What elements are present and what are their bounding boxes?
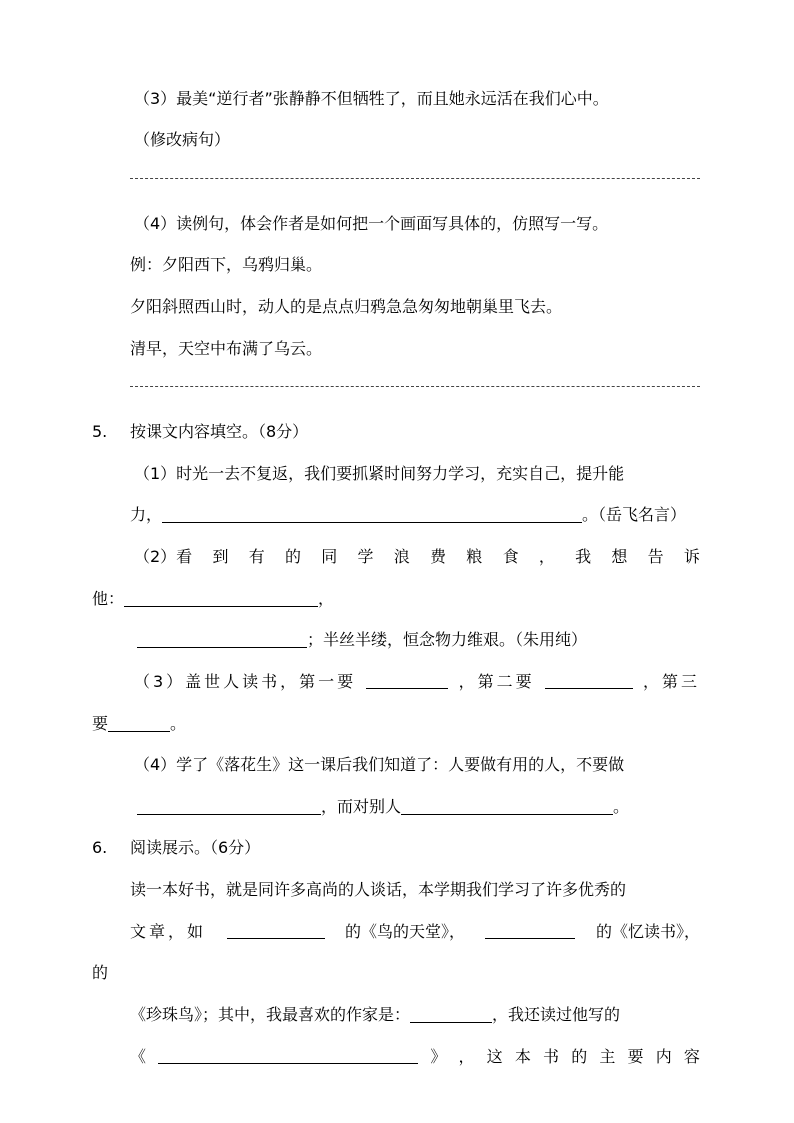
q5-2-line1 <box>134 547 700 569</box>
q5-2-char: 学 <box>357 547 374 566</box>
q5-4-line1: （4）学了《落花生》这一课后我们知道了：人要做有用的人，不要做 <box>134 755 625 774</box>
q6-blank-2[interactable] <box>485 922 575 939</box>
q6-title: 阅读展示。（6分） <box>130 838 261 857</box>
q5-2-char: 到 <box>212 547 229 566</box>
q5-2-char: 想 <box>611 547 628 566</box>
q5-number: 5. <box>92 422 108 441</box>
q5-4-blank-1[interactable] <box>137 798 321 815</box>
q6-line5-char: 主 <box>599 1047 616 1066</box>
q5-2-line2 <box>92 589 334 611</box>
q5-4-blank-2[interactable] <box>401 798 613 815</box>
q6-line5-char: ， <box>458 1047 475 1066</box>
q5-2-blank-b[interactable] <box>137 631 307 648</box>
q5-4-line2 <box>137 797 629 819</box>
q6-line5-char: 这 <box>486 1047 503 1066</box>
q6-line4-part2: ，我还读过他写的 <box>492 1005 621 1024</box>
q5-3-blank-2[interactable] <box>545 672 633 689</box>
q5-3-start: 要 <box>92 714 109 733</box>
q5-3-part2: ，第二要 <box>458 672 535 691</box>
q6-line5-char: 》 <box>430 1047 447 1066</box>
q5-2-line3 <box>137 630 587 652</box>
q6-line2-part1: 文章，如 <box>130 922 207 941</box>
q5-4-end: 。 <box>613 797 630 816</box>
q6-blank-1[interactable] <box>227 922 325 939</box>
q5-title: 按课文内容填空。（8分） <box>130 422 309 441</box>
q5-2-blank-a[interactable] <box>124 590 318 607</box>
q4-3-answer-line[interactable] <box>130 178 700 179</box>
q5-4-mid: ，而对别人 <box>321 797 402 816</box>
q5-2-char: 同 <box>321 547 338 566</box>
q4-4-answer-line[interactable] <box>130 386 700 387</box>
q5-2-char: 有 <box>248 547 265 566</box>
q5-2-char: 我 <box>575 547 592 566</box>
q5-2-char: ， <box>538 547 555 566</box>
q4-3-sentence: （3）最美“逆行者”张静静不但牺牲了，而且她永远活在我们心中。 <box>134 89 609 108</box>
q6-line5-char: 的 <box>571 1047 588 1066</box>
q6-number: 6. <box>92 838 108 857</box>
q5-3-line1 <box>134 672 700 694</box>
q5-2-char: 食 <box>502 547 519 566</box>
q6-line5-char: 要 <box>627 1047 644 1066</box>
q5-3-part1: （3）盖世人读书，第一要 <box>134 672 357 691</box>
q6-line2 <box>130 922 700 944</box>
q5-2-end: ；半丝半缕，恒念物力维艰。（朱用纯） <box>307 630 588 649</box>
q5-2-char: 费 <box>430 547 447 566</box>
q4-4-prompt: 清早，天空中布满了乌云。 <box>130 339 323 358</box>
q6-line5-char: 内 <box>655 1047 672 1066</box>
q5-1-line1: （1）时光一去不复返，我们要抓紧时间努力学习，充实自己，提升能 <box>134 464 625 483</box>
q5-2-char: 诉 <box>683 547 700 566</box>
q6-line3: 的 <box>92 963 109 982</box>
q5-3-blank-1[interactable] <box>366 672 448 689</box>
q5-1-line2 <box>130 505 686 527</box>
q5-3-part3: ，第三 <box>642 672 700 691</box>
q6-line5-open: 《 <box>130 1047 147 1066</box>
q5-2-char: 浪 <box>393 547 410 566</box>
q6-blank-4[interactable] <box>158 1047 418 1064</box>
q4-4-example-expanded: 夕阳斜照西山时，动人的是点点归鸦急急匆匆地朝巢里飞去。 <box>130 297 563 316</box>
q6-line2-part2: 的《鸟的天堂》， <box>344 922 465 941</box>
q5-2-char: 的 <box>284 547 301 566</box>
q6-line5 <box>130 1047 700 1069</box>
q6-line4-part1: 《珍珠鸟》；其中，我最喜欢的作家是： <box>130 1005 411 1024</box>
q5-1-end: 。（岳飞名言） <box>582 505 687 524</box>
q5-3-blank-3[interactable] <box>108 715 170 732</box>
q4-3-instruction: （修改病句） <box>134 130 231 149</box>
q5-2-start: 他： <box>92 589 125 608</box>
q5-2-char: 告 <box>647 547 664 566</box>
q6-blank-3[interactable] <box>410 1006 492 1023</box>
q5-2-comma: ， <box>318 589 335 608</box>
q5-2-char: 粮 <box>466 547 483 566</box>
q6-line5-char: 容 <box>683 1047 700 1066</box>
q6-line5-char: 书 <box>543 1047 560 1066</box>
q6-line1: 读一本好书，就是同许多高尚的人谈话，本学期我们学习了许多优秀的 <box>130 880 627 899</box>
q5-1-start: 力， <box>130 505 163 524</box>
q5-3-line2 <box>92 714 186 736</box>
q6-line5-char: 本 <box>514 1047 531 1066</box>
q5-3-end: 。 <box>170 714 187 733</box>
q6-line2-part3: 的《忆读书》， <box>595 922 700 941</box>
q5-1-blank[interactable] <box>162 506 582 523</box>
q4-4-sentence: （4）读例句，体会作者是如何把一个画面写具体的，仿照写一写。 <box>134 214 609 233</box>
q5-2-char: （2）看 <box>134 547 193 566</box>
q6-line4 <box>130 1005 620 1027</box>
q4-4-example: 例：夕阳西下，乌鸦归巢。 <box>130 255 323 274</box>
